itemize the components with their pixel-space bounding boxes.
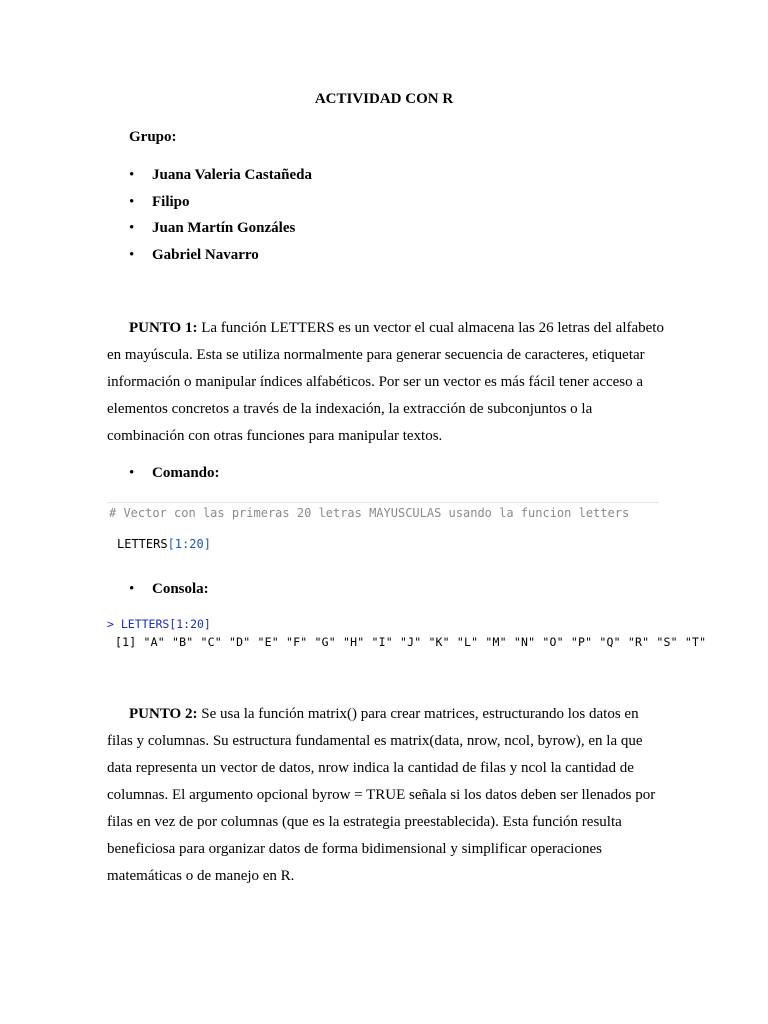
punto2-paragraph: [107, 701, 667, 890]
member-name: Juan Martín Gonzáles: [152, 220, 296, 237]
bullet-icon: •: [129, 465, 135, 481]
member-list: [129, 166, 312, 273]
page-title: ACTIVIDAD CON R: [314, 91, 454, 107]
consola-label: Consola:: [152, 581, 209, 597]
punto1-paragraph: [107, 315, 667, 450]
code-comment: # Vector con las primeras 20 letras MAYUSCULAS usando la funcion letters: [109, 506, 630, 520]
group-label: Grupo:: [129, 129, 177, 145]
code-index: [1:20]: [167, 537, 211, 551]
list-item: [129, 219, 312, 246]
code-function-name: LETTERS: [117, 537, 168, 551]
code-command: [117, 537, 211, 551]
bullet-icon: •: [129, 193, 135, 210]
member-name: Juana Valeria Castañeda: [152, 167, 313, 183]
console-prompt: > LETTERS[1:20]: [107, 617, 211, 631]
punto1-text: La función LETTERS es un vector el cual almacena las 26 letras del alfabeto en mayúscula. Esta se utiliza normalmente para generar secuencia de caracteres, etiquetar información o manipular índices alfabéticos. Por ser un vector es más fácil tener acceso a elementos concretos a través de la indexación, la extracción de subconjuntos o la combinación con otras funciones para manipular textos.: [107, 320, 664, 444]
list-item: [129, 193, 312, 220]
comando-label: Comando:: [152, 465, 220, 481]
bullet-icon: •: [129, 167, 135, 183]
member-name: Gabriel Navarro: [152, 247, 259, 264]
code-screenshot: [107, 502, 659, 555]
punto2-text: Se usa la función matrix() para crear matrices, estructurando los datos en filas y columnas. Su estructura fundamental es matrix(data, nrow, ncol, byrow), en la que data representa un vector de datos, nrow indica la cantidad de filas y ncol la cantidad de columnas. El argumento opcional byrow = TRUE señala si los datos deben ser llenados por filas en vez de por columnas (que es la estrategia preestablecida). Esta función resulta beneficiosa para organizar datos de forma bidimensional y simplificar operaciones matemáticas o de manejo en R.: [107, 706, 656, 884]
list-item: [129, 166, 312, 193]
console-screenshot: [107, 617, 707, 657]
list-item: [129, 246, 312, 273]
punto2-label: PUNTO 2:: [129, 706, 198, 722]
member-name: Filipo: [152, 193, 190, 210]
bullet-icon: •: [129, 220, 135, 237]
bullet-icon: •: [129, 581, 135, 597]
consola-heading: [129, 581, 209, 598]
console-output: [1] "A" "B" "C" "D" "E" "F" "G" "H" "I" "J" "K" "L" "M" "N" "O" "P" "Q" "R" "S" "T": [115, 635, 707, 649]
bullet-icon: •: [129, 247, 135, 264]
comando-heading: [129, 465, 220, 482]
punto1-label: PUNTO 1:: [129, 320, 198, 336]
